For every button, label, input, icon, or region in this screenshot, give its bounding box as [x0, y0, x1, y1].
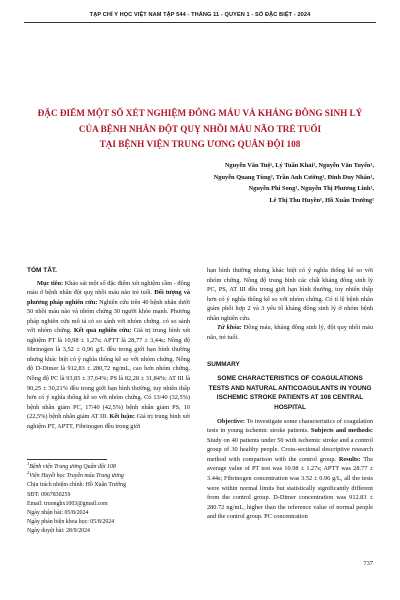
footnote-divider [27, 459, 107, 460]
results-text: Giá trị trung bình xét nghiệm PT là 10,98 ± 1,27s; APTT là 28,77 ± 3,44s; Nồng độ fibrinogen là 3,52 ± 0,96 g/L đều trong giới hạn bình thường nhưng khác biệt có ý nghĩa thống kê so với nhóm chứng. Nồng độ D-Dimer là 912,83 ± 280,72 ng/mL, cao hơn nhóm chứng. Nồng độ PC là 93,85 ± 37,64%; PS là 82,28 ± 31,84%; AT III là 90,25 ± 30,21% đều trong giới hạn bình thường, tuy nhiên thấp hơn có ý nghĩa thống kê so với nhóm chứng. Có 13/40 (32,5%) bệnh nhân giảm PC, 17/40 (42,5%) bệnh nhân giảm PS, 10 (22,5%) bệnh nhân giảm AT III. [27, 327, 191, 421]
en-methods-text: Study on 40 patients under 50 with ischemic stroke and a control group of 30 healthy people. Cross-sectional descriptive research method with comparison with the control group. [207, 436, 373, 463]
en-results-label: Results: [338, 455, 361, 463]
conclusion-text-part: Giá trị trung bình xét nghiệm PT, APTT, Fibrinogen đều trong giới [27, 413, 190, 430]
header-divider [24, 22, 376, 23]
date-reviewed: Ngày phản biện khoa học: 05/8/2024 [27, 519, 115, 526]
affiliation-2: $^2$Viện Huyết học Truyền máu Trung ương [27, 470, 124, 480]
en-results-text: The average value of PT test was 10.98 ± 1.27s; APTT was 28.77 ± 3.44s; Fibrinogen concentration was 3.52 ± 0.96 g/L, all the tests were within normal limits but statistically significantly different from the control group. D-Dimer concentration was 912.83 ± 280.72 ng/mL, higher than the reference value of normal people and the control group. PC concentration [207, 455, 373, 521]
en-methods-label: Subjects and methods: [310, 427, 373, 435]
footnotes [27, 463, 190, 537]
methods-label: Đối tượng và phương pháp nghiên cứu: [27, 289, 190, 306]
journal-header: TẠP CHÍ Y HỌC VIỆT NAM TẬP 544 - THÁNG 11 - QUYỂN 1 - SỐ ĐẶC BIỆT - 2024 [89, 12, 311, 18]
authors-line-3: Nguyễn Phi Song¹, Nguyễn Thị Phương Linh¹, [248, 185, 374, 193]
en-summary-heading: SUMMARY [207, 361, 240, 369]
title-line-1: ĐẶC ĐIỂM MỘT SỐ XÉT NGHIỆM ĐÔNG MÁU VÀ KHÁNG ĐÔNG SINH LÝ [37, 108, 363, 118]
article-title [36, 106, 364, 153]
page-number: 737 [363, 560, 373, 567]
vi-summary-body [27, 279, 190, 432]
responsible-author: Chịu trách nhiệm chính: Hồ Xuân Trường [27, 482, 126, 489]
en-objective-label: Objective: [217, 417, 245, 425]
email: Email: truonghx1003@gmail.com [27, 500, 108, 507]
left-column [27, 266, 190, 431]
vi-keywords [207, 323, 373, 342]
affiliation-1: $^1$Bệnh viện Trung ương Quân đội 108 [27, 461, 116, 470]
en-objective-text: To investigate some characteristics of coagulation tests in young ischemic stroke patients. [207, 417, 373, 435]
results-label: Kết quả nghiên cứu: [73, 327, 132, 335]
authors-line-1: Nguyễn Văn Tuệ¹, Lý Tuấn Khải¹, Nguyễn Văn Tuyến¹, [224, 162, 374, 169]
objective-label: Mục tiêu: [37, 279, 64, 287]
date-received: Ngày nhận bài: 05/8/2024 [27, 510, 89, 517]
author-list [164, 160, 374, 206]
authors-line-2: Nguyễn Quang Tùng², Trần Anh Cường¹, Đinh Duy Nhân¹, [213, 173, 374, 181]
authors-line-4: Lê Thị Thu Huyền¹, Hồ Xuân Trường¹ [269, 196, 374, 204]
en-summary [207, 360, 373, 521]
conclusion-label: Kết luận: [109, 413, 135, 421]
phone: SĐT: 0967830259 [27, 491, 71, 498]
right-column [207, 266, 373, 522]
vi-conclusion-continued: hạn bình thường nhưng khác biệt có ý nghĩa thống kê so với nhóm chứng. Nồng độ trung bình các chất kháng đông sinh lý PC, PS, AT III đều trong giới hạn bình thường, tuy nhiên thấp hơn có ý nghĩa thống kê so với nhóm chứng. Có tỉ lệ bệnh nhân giảm phối hợp 2 và 3 yếu tố kháng đông sinh lý ở nhóm bệnh nhân nghiên cứu. [207, 267, 373, 322]
date-approved: Ngày duyệt bài: 28/9/2024 [27, 528, 90, 535]
title-line-2: CỦA BỆNH NHÂN ĐỘT QUỴ NHỒI MÁU NÃO TRẺ TUỔI [78, 123, 322, 134]
methods-text: Nghiên cứu trên 40 bệnh nhân dưới 50 nhồi máu não và nhóm chứng 30 người khỏe mạnh. Phương pháp nghiên cứu mô tả có so sánh với nhóm chứng. có so sánh với nhóm chứng. [27, 298, 191, 335]
en-summary-body [207, 417, 373, 522]
vi-summary-heading: TÓM TẮT. [27, 267, 57, 274]
objective-text: Khảo sát một số đặc điểm xét nghiệm cầm - đông máu ở bệnh nhân đột quỵ nhồi máu não trẻ tuổi. [27, 279, 191, 297]
title-line-3: TẠI BỆNH VIỆN TRUNG ƯƠNG QUÂN ĐỘI 108 [99, 139, 301, 149]
keywords-label: Từ khóa: [217, 324, 242, 332]
keywords-text: Đông máu, kháng đông sinh lý, đột quỵ nhồi máu não, trẻ tuổi. [207, 324, 373, 341]
en-title: SOME CHARACTERISTICS OF COAGULATIONS TESTS AND NATURAL ANTICOAGULANTS IN YOUNG ISCHEMIC STROKE PATIENTS AT 108 CENTRAL HOSPITAL [208, 374, 372, 412]
